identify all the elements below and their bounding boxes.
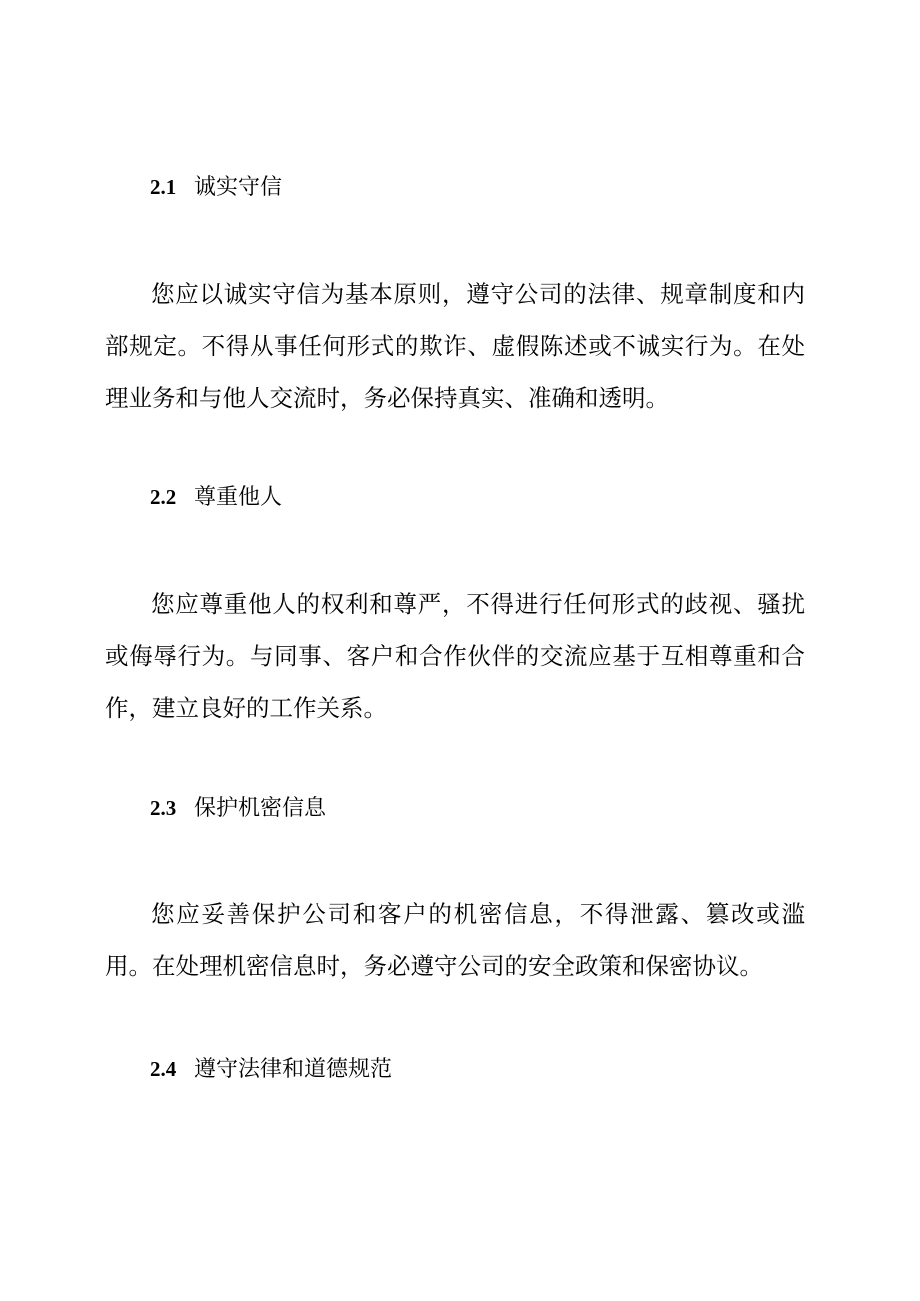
section-heading-2-4 xyxy=(150,1054,392,1084)
section-title: 遵守法律和道德规范 xyxy=(194,1057,393,1082)
section-number: 2.2 xyxy=(150,485,177,509)
section-paragraph-2-2: 您应尊重他人的权利和尊严，不得进行任何形式的歧视、骚扰或侮辱行为。与同事、客户和合作伙伴的交流应基于互相尊重和合作，建立良好的工作关系。 xyxy=(105,590,805,722)
section-heading-2-2 xyxy=(150,482,282,512)
section-number: 2.1 xyxy=(150,175,177,199)
section-number: 2.3 xyxy=(150,796,177,820)
section-paragraph-2-1: 您应以诚实守信为基本原则，遵守公司的法律、规章制度和内部规定。不得从事任何形式的欺诈、虚假陈述或不诚实行为。在处理业务和与他人交流时，务必保持真实、准确和透明。 xyxy=(105,280,805,412)
section-title: 诚实守信 xyxy=(194,175,283,200)
section-paragraph-2-3: 您应妥善保护公司和客户的机密信息，不得泄露、篡改或滥用。在处理机密信息时，务必遵守公司的安全政策和保密协议。 xyxy=(105,900,805,980)
section-title: 保护机密信息 xyxy=(194,796,327,821)
section-title: 尊重他人 xyxy=(194,485,283,510)
section-heading-2-1 xyxy=(150,172,282,202)
section-heading-2-3 xyxy=(150,793,326,823)
section-number: 2.4 xyxy=(150,1057,177,1081)
